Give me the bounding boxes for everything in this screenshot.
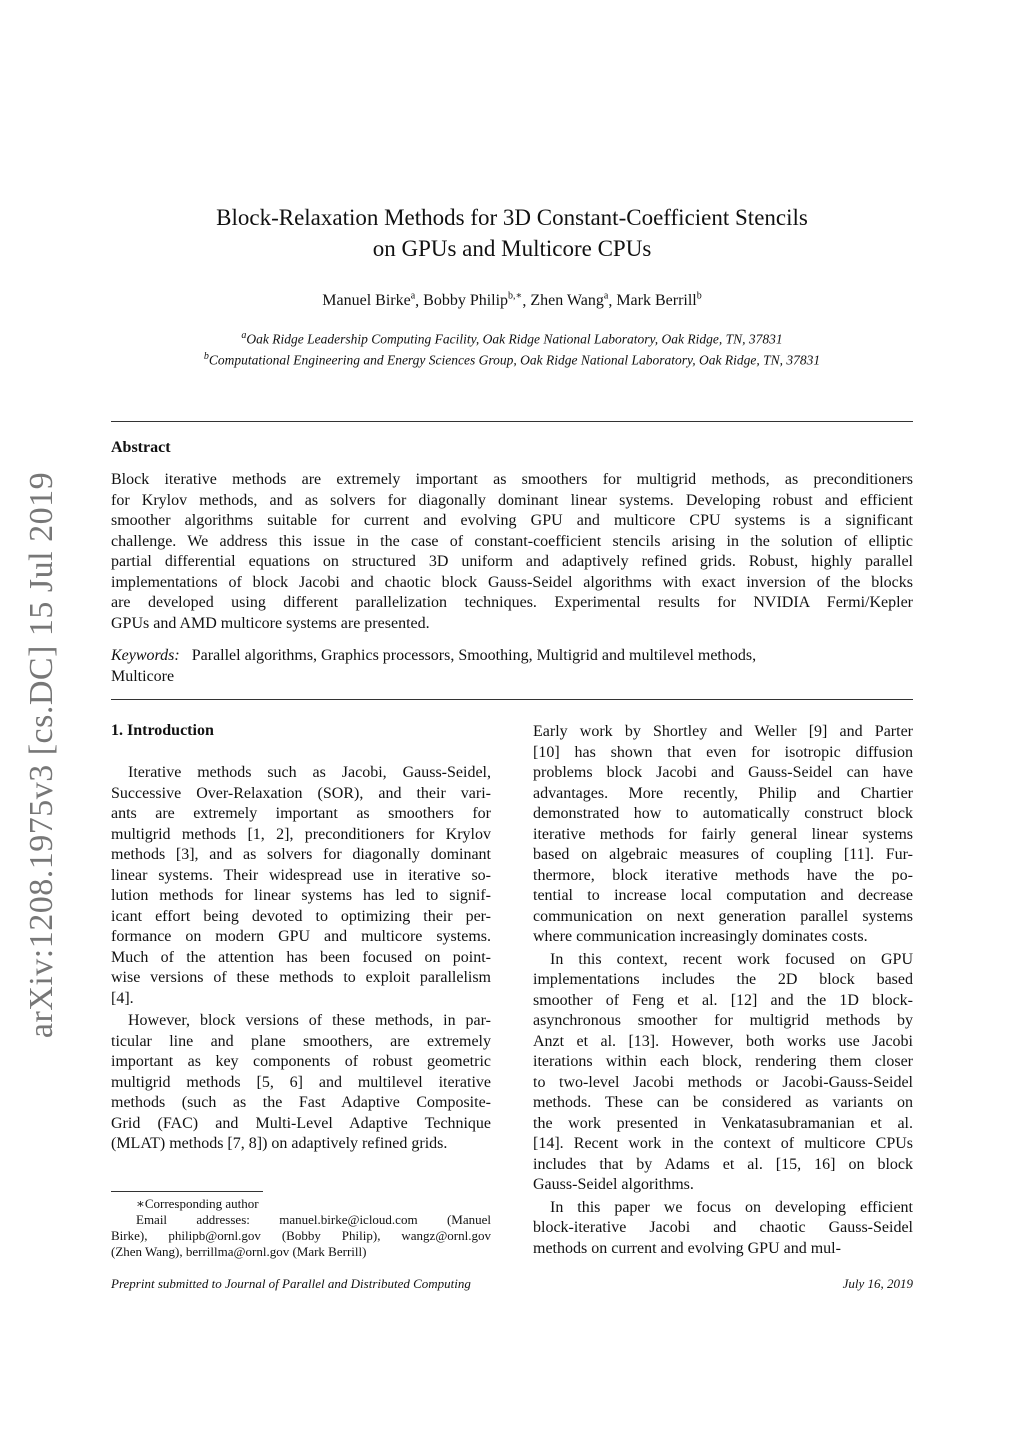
text-line: includes that by Adams et al. [15, 16] on block [533, 1155, 913, 1173]
text-line: icant effort being devoted to optimizing their per- [111, 907, 491, 925]
author: Mark Berrill$^b$ [616, 291, 702, 310]
left-column [111, 763, 491, 1155]
footnote [111, 1196, 491, 1260]
text-line: wise versions of these methods to exploit parallelism [111, 969, 491, 986]
text-line: Much of the attention has been focused on point- [111, 948, 491, 966]
text-line: Successive Over-Relaxation (SOR), and their vari- [111, 784, 491, 802]
paragraph [111, 1011, 491, 1155]
paragraph [533, 950, 913, 1196]
text-line: methods on current and evolving GPU and mul- [533, 1239, 841, 1257]
text-line: methods. These can be considered as variants on [533, 1094, 913, 1111]
text-line: ∗Corresponding author [136, 1196, 259, 1211]
text-line: linear systems. Their widespread use in iterative so- [111, 866, 491, 884]
author: Manuel Birke$^a$ [322, 291, 416, 310]
text-line: lution methods for linear systems has led to signif- [111, 887, 491, 904]
text-line: In this context, recent work focused on GPU [550, 950, 913, 968]
divider [111, 421, 913, 422]
text-line: Iterative methods such as Jacobi, Gauss-Seidel, [128, 764, 491, 781]
text-line: based on algebraic measures of coupling [11]. Fur- [533, 846, 913, 863]
text-line: GPUs and AMD multicore systems are presented. [111, 614, 430, 632]
arxiv-stamp: arXiv:1208.1975v3 [cs.DC] 15 Jul 2019 [23, 471, 60, 1039]
text-line: tential to increase local computation and decrease [533, 887, 913, 904]
paragraph [111, 763, 491, 1009]
author-list: Manuel Birke$^a$, Bobby Philip$^{b,∗}$, Zhen Wang$^a$, Mark Berrill$^b$ [322, 291, 702, 310]
author: Bobby Philip$^{b,∗}$ [423, 291, 523, 310]
text-line: block-iterative Jacobi and chaotic Gauss-Seidel [533, 1219, 913, 1236]
text-line: multigrid methods [5, 6] and multilevel iterative [111, 1073, 491, 1091]
section-heading: 1. Introduction [111, 722, 214, 739]
paragraph [533, 1198, 913, 1260]
title-line: on GPUs and Multicore CPUs [372, 236, 652, 261]
text-line: problems block Jacobi and Gauss-Seidel can have [533, 764, 913, 781]
author: Zhen Wang$^a$ [530, 291, 609, 310]
title-line: Block-Relaxation Methods for 3D Constant-Coefficient Stencils [216, 205, 808, 230]
keywords-text: Parallel algorithms, Graphics processors, Smoothing, Multigrid and multilevel methods, [191, 647, 757, 664]
text-line: [4]. [111, 989, 134, 1007]
text-line: implementations includes the 2D block based [533, 971, 913, 988]
paper-title [0, 202, 1024, 264]
text-line: partial differential equations on structured 3D uniform and adaptively refined grids. Robust, highly parallel [111, 553, 913, 570]
text-line: to two-level Jacobi methods or Jacobi-Gauss-Seidel [533, 1073, 913, 1091]
text-line: Block iterative methods are extremely important as smoothers for multigrid methods, as preconditioners [111, 471, 913, 488]
keywords-label: Keywords: [111, 647, 180, 664]
right-column [533, 722, 913, 1259]
abstract-heading: Abstract [111, 439, 171, 456]
text-line: thermore, block iterative methods have the po- [533, 866, 913, 884]
abstract-body [111, 470, 913, 634]
text-line: [10] has shown that even for isotropic diffusion [533, 743, 913, 761]
text-line: iterations within each block, rendering them closer [533, 1053, 913, 1070]
footnote-rule [111, 1191, 263, 1192]
text-line: are developed using different parallelization techniques. Experimental results for NVIDIA Fermi/Kepler [111, 594, 913, 611]
text-line: smoother of Feng et al. [12] and the 1D block- [533, 991, 913, 1009]
keywords [111, 646, 913, 687]
affiliations [0, 327, 1024, 368]
text-line: iterative methods for fairly general linear systems [533, 825, 913, 843]
text-line: Anzt et al. [13]. However, both works use Jacobi [533, 1032, 913, 1050]
text-line: Gauss-Seidel algorithms. [533, 1176, 694, 1193]
text-line: implementations of block Jacobi and chaotic block Gauss-Seidel algorithms with exact inversion of the blocks [111, 573, 913, 591]
footer-left: Preprint submitted to Journal of Parallel and Distributed Computing [111, 1276, 471, 1291]
text-line: asynchronous smoother for multigrid methods by [533, 1012, 913, 1029]
paragraph [111, 1212, 491, 1260]
paragraph [111, 1196, 491, 1212]
text-line: where communication increasingly dominates costs. [533, 928, 868, 945]
paragraph [111, 470, 913, 634]
text-line: multigrid methods [1, 2], preconditioners for Krylov [111, 825, 491, 843]
text-line: advantages. More recently, Philip and Chartier [533, 784, 913, 802]
text-line: (Zhen Wang), berrillma@ornl.gov (Mark Berrill) [111, 1244, 367, 1259]
text-line: challenge. We address this issue in the case of constant-coefficient stencils arising in the solution of elliptic [111, 532, 913, 550]
text-line: Birke), philipb@ornl.gov (Bobby Philip), wangz@ornl.gov [111, 1228, 491, 1243]
text-line: formance on modern GPU and multicore systems. [111, 928, 491, 945]
text-line: the work presented in Venkatasubramanian et al. [533, 1114, 913, 1132]
text-line: important as key components of robust geometric [111, 1053, 491, 1070]
text-line: However, block versions of these methods, in par- [128, 1012, 491, 1029]
keywords-text: Multicore [111, 667, 175, 685]
text-line: methods (such as the Fast Adaptive Composite- [111, 1094, 491, 1111]
text-line: methods [3], and as solvers for diagonally dominant [111, 846, 491, 863]
text-line: demonstrated how to automatically construct block [533, 805, 913, 822]
text-line: communication on next generation parallel systems [533, 907, 913, 925]
text-line: Grid (FAC) and Multi-Level Adaptive Technique [111, 1114, 491, 1132]
text-line: (MLAT) methods [7, 8]) on adaptively refined grids. [111, 1135, 448, 1152]
footer-date: July 16, 2019 [842, 1276, 913, 1291]
text-line: Email addresses: manuel.birke@icloud.com (Manuel [136, 1212, 491, 1227]
divider [111, 699, 913, 700]
text-line: Early work by Shortley and Weller [9] and Parter [533, 723, 913, 740]
affiliation: $^a$Oak Ridge Leadership Computing Facility, Oak Ridge National Laboratory, Oak Ridge, TN, 37831 [241, 330, 783, 347]
paragraph [533, 722, 913, 948]
text-line: smoother algorithms suitable for current and evolving GPU and multicore CPU systems is a significant [111, 512, 913, 529]
text-line: In this paper we focus on developing efficient [550, 1198, 913, 1216]
affiliation: $^b$Computational Engineering and Energy Sciences Group, Oak Ridge National Laboratory, Oak Ridge, TN, 37831 [203, 350, 821, 367]
text-line: ants are extremely important as smoothers for [111, 805, 491, 822]
text-line: ticular line and plane smoothers, are extremely [111, 1032, 491, 1050]
text-line: [14]. Recent work in the context of multicore CPUs [533, 1135, 913, 1152]
text-line: for Krylov methods, and as solvers for diagonally dominant linear systems. Developing robust and efficient [111, 491, 913, 509]
